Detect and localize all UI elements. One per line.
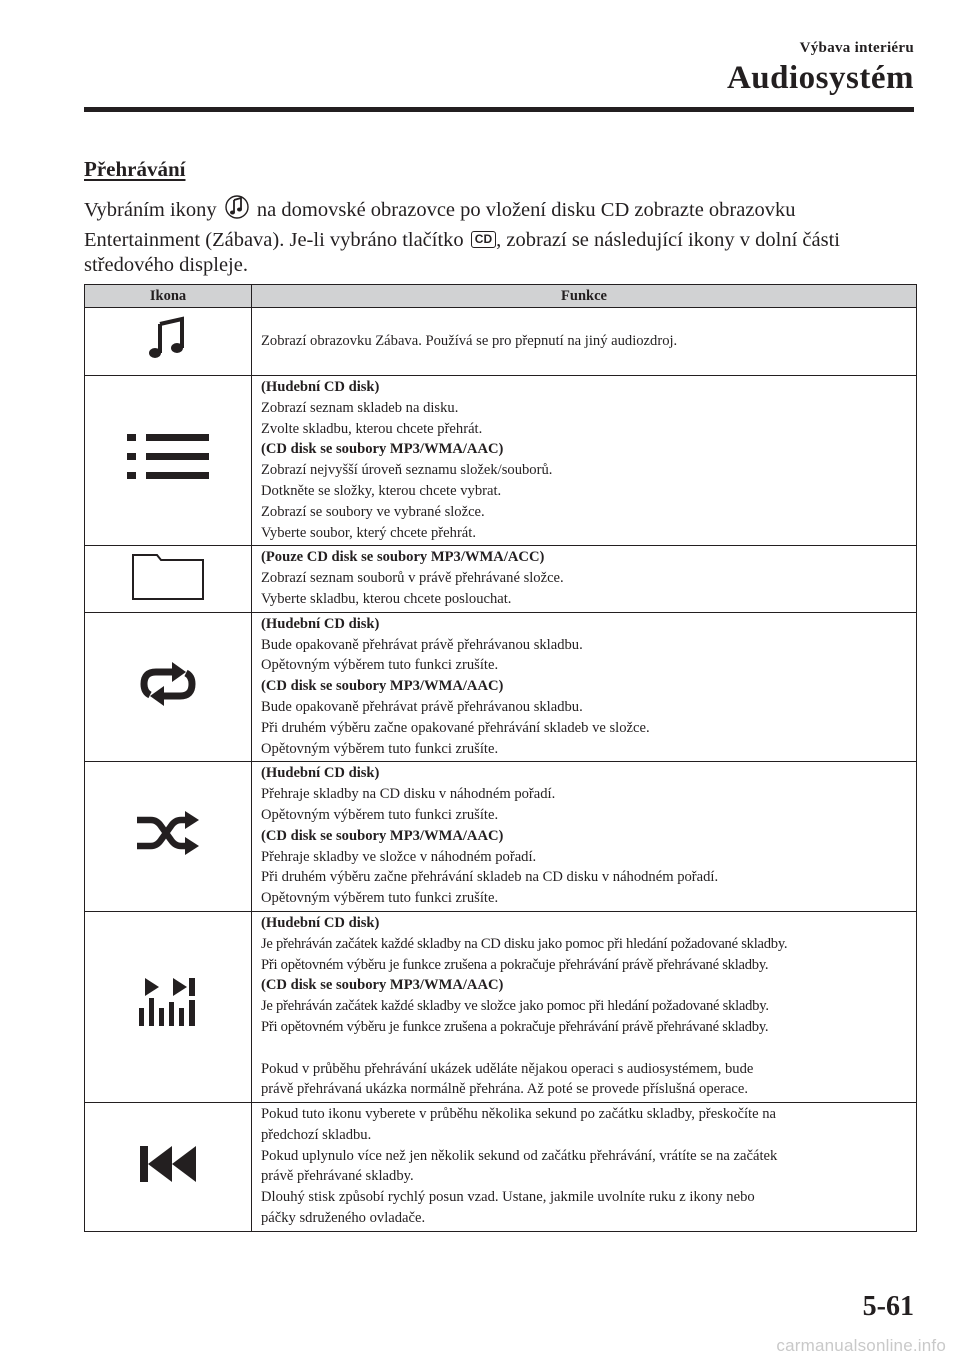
function-cell	[252, 911, 917, 1102]
function-line: Zobrazí nejvyšší úroveň seznamu složek/souborů.	[261, 462, 553, 479]
function-line: Je přehráván začátek každé skladby na CD disku jako pomoc při hledání požadované skladby.	[261, 935, 788, 952]
function-line: Pokud v průběhu přehrávání ukázek uděláte nějakou operaci s audiosystémem, bude	[261, 1060, 754, 1077]
function-line: Pokud uplynulo více než jen několik sekund od začátku přehrávání, vrátíte se na začátek	[261, 1147, 778, 1164]
icon-cell	[85, 308, 252, 376]
watermark: carmanualsonline.info	[776, 1336, 946, 1355]
chapter-subtitle: Výbava interiéru	[799, 40, 914, 56]
function-line: Při druhém výběru začne přehrávání skladeb na CD disku v náhodném pořadí.	[261, 869, 719, 886]
function-line: (CD disk se soubory MP3/WMA/AAC)	[261, 441, 504, 458]
folder-icon	[131, 551, 205, 601]
function-cell	[252, 546, 917, 612]
intro-text-2: na domovské obrazovce po vložení disku CD zobrazte obrazovku Entertainment (Zábava). Je-li vybráno tlačítko	[84, 199, 796, 251]
function-cell	[252, 1103, 917, 1232]
function-line: Přehraje skladby na CD disku v náhodném pořadí.	[261, 786, 556, 803]
table-row	[85, 762, 917, 912]
header-rule	[84, 107, 914, 112]
page-number: 5-61	[862, 1291, 914, 1322]
function-line: Zobrazí se soubory ve vybrané složce.	[261, 503, 485, 520]
function-line: Vyberte skladbu, kterou chcete poslouchat.	[261, 590, 512, 607]
icon-cell	[85, 612, 252, 762]
function-line: (Hudební CD disk)	[261, 914, 380, 931]
chapter-title: Audiosystém	[726, 60, 914, 96]
function-line: Opětovným výběrem tuto funkci zrušíte.	[261, 657, 499, 674]
function-line: (CD disk se soubory MP3/WMA/AAC)	[261, 827, 504, 844]
table-header-row	[85, 285, 917, 308]
intro-text-1: Vybráním ikony	[84, 199, 217, 221]
icon-cell	[85, 1103, 252, 1232]
icon-cell	[85, 762, 252, 912]
table-row	[85, 308, 917, 376]
icon-cell	[85, 376, 252, 546]
music-note-icon	[144, 314, 192, 362]
function-line: Při opětovném výběru je funkce zrušena a pokračuje přehrávání právě přehrávané skladby.	[261, 1018, 769, 1035]
function-line: Zobrazí seznam souborů v právě přehrávané složce.	[261, 570, 564, 587]
column-header-icon: Ikona	[85, 285, 252, 308]
icon-cell	[85, 546, 252, 612]
function-line: Opětovným výběrem tuto funkci zrušíte.	[261, 890, 499, 907]
icon-cell	[85, 911, 252, 1102]
function-cell	[252, 762, 917, 912]
function-line: Opětovným výběrem tuto funkci zrušíte.	[261, 806, 499, 823]
function-line: Je přehráván začátek každé skladby ve složce jako pomoc při hledání požadované skladby.	[261, 998, 769, 1015]
table-row	[85, 911, 917, 1102]
table-row	[85, 612, 917, 762]
function-line: předchozí skladbu.	[261, 1126, 372, 1143]
icon-function-table	[84, 284, 917, 1232]
list-icon	[127, 432, 209, 482]
function-line: Dotkněte se složky, kterou chcete vybrat.	[261, 482, 502, 499]
function-line: Vyberte soubor, který chcete přehrát.	[261, 524, 476, 541]
function-line: právě přehrávaná ukázka normálně přehrána. Až poté se provede příslušná operace.	[261, 1081, 749, 1098]
function-line: Opětovným výběrem tuto funkci zrušíte.	[261, 740, 499, 757]
function-line: (CD disk se soubory MP3/WMA/AAC)	[261, 678, 504, 695]
table-row	[85, 1103, 917, 1232]
music-note-circle-icon	[225, 193, 249, 228]
section-heading: Přehrávání	[84, 157, 186, 181]
cd-button-icon: CD	[471, 231, 496, 248]
function-cell	[252, 612, 917, 762]
function-line: Bude opakovaně přehrávat právě přehrávanou skladbu.	[261, 698, 583, 715]
function-line: (Hudební CD disk)	[261, 379, 380, 395]
function-line: Zobrazí seznam skladeb na disku.	[261, 399, 459, 416]
function-line: (Pouze CD disk se soubory MP3/WMA/ACC)	[261, 549, 545, 566]
skip-previous-icon	[138, 1144, 198, 1184]
function-line: Dlouhý stisk způsobí rychlý posun vzad. Ustane, jakmile uvolníte ruku z ikony nebo	[261, 1189, 755, 1206]
scan-icon	[137, 978, 199, 1030]
function-line: (Hudební CD disk)	[261, 765, 380, 782]
column-header-function: Funkce	[252, 285, 917, 308]
function-line: páčky sdruženého ovladače.	[261, 1210, 426, 1227]
function-line: Bude opakovaně přehrávat právě přehrávanou skladbu.	[261, 636, 583, 653]
intro-text-3: , zobrazí se následující ikony v dolní části středového displeje.	[84, 229, 840, 276]
table-row	[85, 546, 917, 612]
table-row	[85, 376, 917, 546]
function-line: (Hudební CD disk)	[261, 615, 380, 632]
function-line: právě přehrávané skladby.	[261, 1168, 414, 1185]
function-line: Při druhém výběru začne opakované přehrávání skladeb ve složce.	[261, 719, 650, 736]
intro-paragraph	[84, 193, 904, 278]
paragraph-gap	[261, 1038, 912, 1059]
function-line: Při opětovném výběru je funkce zrušena a pokračuje přehrávání právě přehrávané skladby.	[261, 956, 769, 973]
function-line: Pokud tuto ikonu vyberete v průběhu několika sekund po začátku skladby, přeskočíte na	[261, 1106, 776, 1123]
repeat-icon	[136, 662, 200, 706]
function-line: (CD disk se soubory MP3/WMA/AAC)	[261, 977, 504, 994]
function-line: Zobrazí obrazovku Zábava. Používá se pro přepnutí na jiný audiozdroj.	[261, 332, 678, 349]
function-cell	[252, 376, 917, 546]
shuffle-icon	[135, 811, 201, 855]
function-line: Zvolte skladbu, kterou chcete přehrát.	[261, 420, 483, 437]
function-line: Přehraje skladby ve složce v náhodném pořadí.	[261, 848, 537, 865]
function-cell	[252, 308, 917, 376]
